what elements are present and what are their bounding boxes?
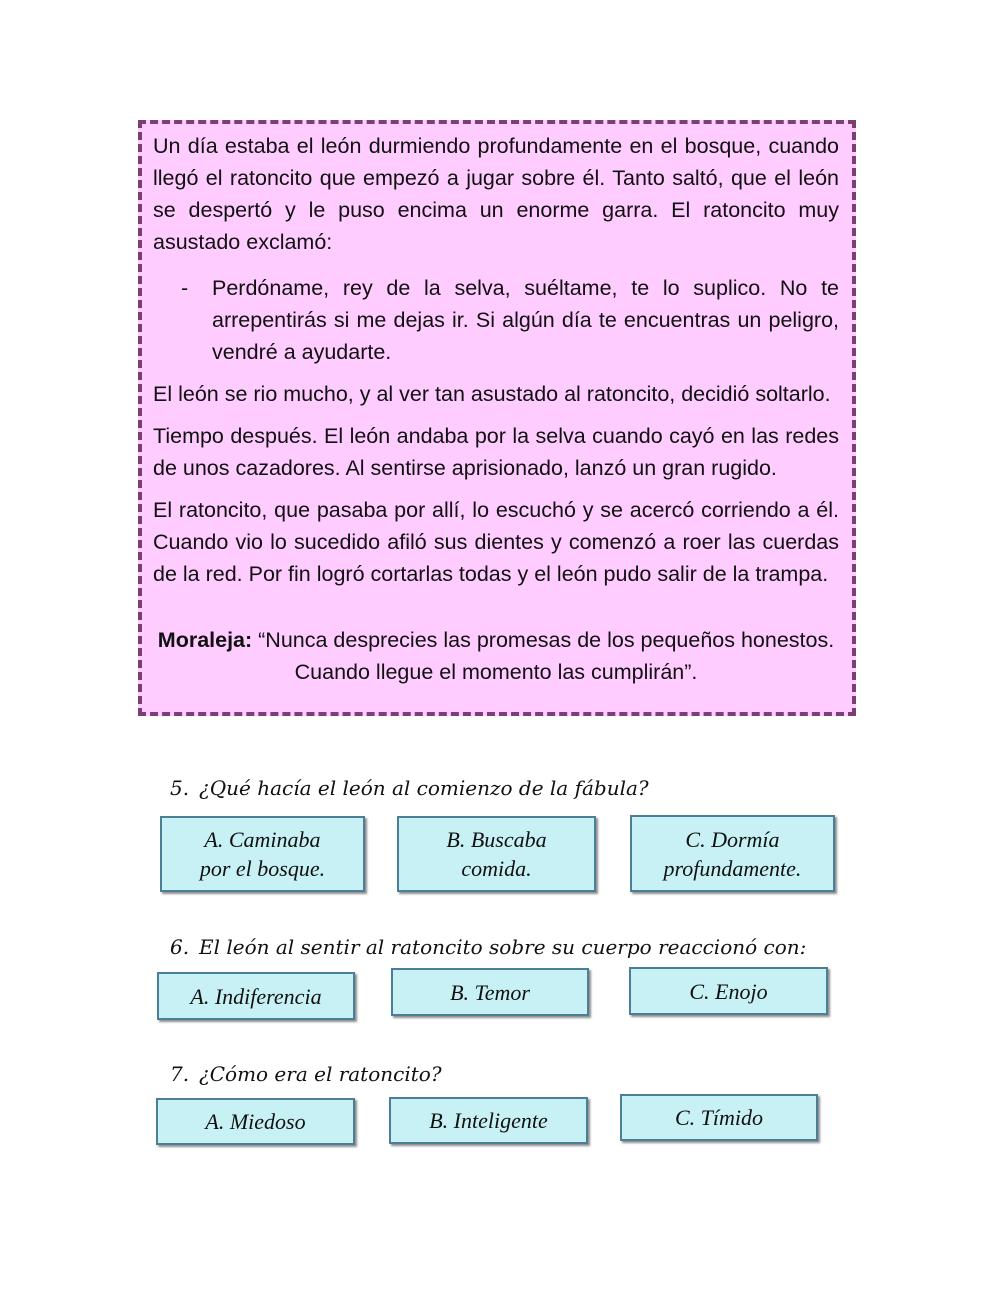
question-text: ¿Qué hacía el león al comienzo de la fábula? [199, 776, 649, 800]
story-box [138, 120, 856, 716]
option-label: C. Enojo [689, 978, 768, 1004]
option-label: B. Inteligente [429, 1108, 548, 1133]
story-paragraph-2: El león se rio mucho, y al ver tan asustado al ratoncito, decidió soltarlo. [153, 382, 831, 406]
moral-line-1: “Nunca desprecies las promesas de los pequeños honestos. [252, 628, 835, 652]
story-paragraph-1: Un día estaba el león durmiendo profundamente en el bosque, cuando llegó el ratoncito que empezó a jugar sobre él. Tanto saltó, que el león se despertó y le puso encima un enorme garra. El ratoncito muy asustado exclamó: [153, 134, 839, 254]
question-number: 5. [170, 776, 190, 800]
story-paragraph-4: El ratoncito, que pasaba por allí, lo escuchó y se acercó corriendo a él. Cuando vio lo sucedido afiló sus dientes y comenzó a roer las cuerdas de la red. Por fin logró cortarlas todas y el león pudo salir de la trampa. [153, 498, 839, 586]
question-6 [170, 935, 806, 959]
q7-option-b[interactable] [389, 1097, 588, 1144]
q5-option-c[interactable] [630, 815, 835, 892]
option-line-2: comida. [461, 856, 532, 881]
story-moral [153, 624, 839, 688]
option-label: A. Miedoso [205, 1109, 306, 1134]
q5-option-a[interactable] [160, 816, 365, 892]
q6-option-a[interactable] [157, 972, 355, 1020]
q7-option-a[interactable] [156, 1098, 355, 1145]
option-label: C. Tímido [674, 1105, 764, 1130]
moral-line-2: Cuando llegue el momento las cumplirán”. [294, 660, 698, 684]
question-text: ¿Cómo era el ratoncito? [199, 1062, 442, 1086]
option-label: B. Temor [450, 979, 530, 1005]
question-7 [170, 1062, 442, 1086]
option-label: A. Indiferencia [190, 983, 322, 1009]
question-number: 7. [170, 1062, 190, 1086]
dialogue-dash: - [181, 276, 189, 300]
option-line-2: profundamente. [663, 855, 802, 881]
question-number: 6. [170, 935, 190, 959]
option-line-1: B. Buscaba [446, 827, 547, 852]
option-line-1: C. Dormía [685, 826, 780, 852]
moral-label: Moraleja: [157, 628, 253, 652]
q6-option-c[interactable] [629, 967, 828, 1015]
q5-option-b[interactable] [397, 816, 596, 892]
question-text: El león al sentir al ratoncito sobre su cuerpo reaccionó con: [199, 935, 807, 959]
option-line-1: A. Caminaba [204, 827, 321, 852]
q6-option-b[interactable] [391, 968, 589, 1016]
option-line-2: por el bosque. [199, 856, 326, 881]
story-paragraph-3: Tiempo después. El león andaba por la selva cuando cayó en las redes de unos cazadores. Al sentirse aprisionado, lanzó un gran rugido. [153, 424, 839, 480]
question-5 [170, 776, 649, 800]
q7-option-c[interactable] [620, 1094, 818, 1141]
dialogue-text: Perdóname, rey de la selva, suéltame, te lo suplico. No te arrepentirás si me dejas ir. Si algún día te encuentras un peligro, vendré a ayudarte. [212, 276, 839, 364]
story-dialogue [181, 272, 839, 368]
